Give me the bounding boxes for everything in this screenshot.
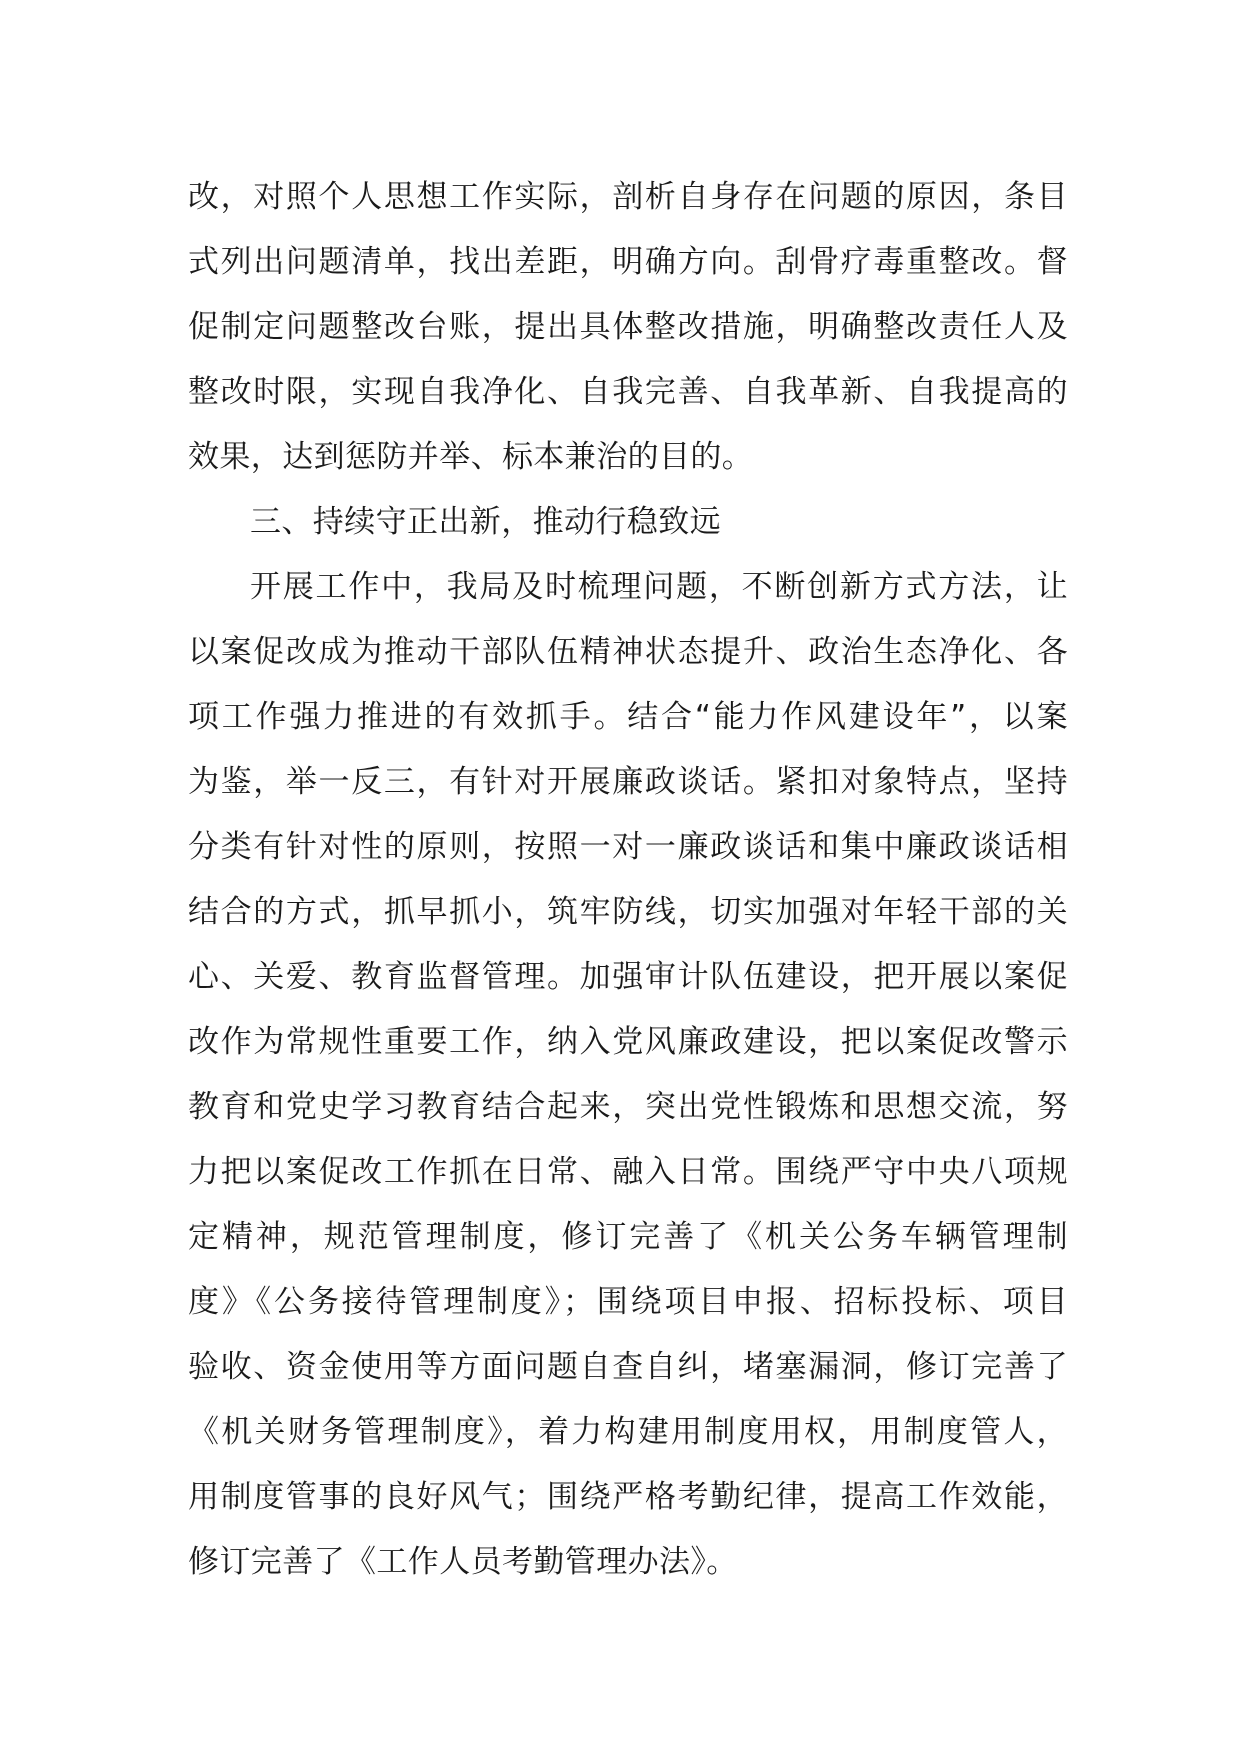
text-line: 教育和党史学习教育结合起来，突出党性锻炼和思想交流，努 (188, 1089, 1068, 1125)
text-line: 力把以案促改工作抓在日常、融入日常。围绕严守中央八项规 (188, 1154, 1068, 1190)
text-line: 促制定问题整改台账，提出具体整改措施，明确整改责任人及 (188, 309, 1068, 345)
text-line: 修订完善了《工作人员考勤管理办法》。 (188, 1544, 738, 1580)
text-line: 分类有针对性的原则，按照一对一廉政谈话和集中廉政谈话相 (188, 829, 1068, 865)
text-line: 效果，达到惩防并举、标本兼治的目的。 (188, 439, 754, 475)
section-heading: 三、持续守正出新，推动行稳致远 (250, 504, 721, 540)
text-line: 结合的方式，抓早抓小，筑牢防线，切实加强对年轻干部的关 (188, 894, 1068, 930)
text-line: 定精神，规范管理制度，修订完善了《机关公务车辆管理制 (188, 1219, 1068, 1255)
text-line: 以案促改成为推动干部队伍精神状态提升、政治生态净化、各 (188, 634, 1068, 670)
text-line: 度》《公务接待管理制度》；围绕项目申报、招标投标、项目 (188, 1284, 1068, 1320)
text-line: 项工作强力推进的有效抓手。结合“能力作风建设年”，以案 (188, 699, 1068, 735)
text-line: 《机关财务管理制度》，着力构建用制度用权，用制度管人， (188, 1414, 1068, 1450)
text-line: 改，对照个人思想工作实际，剖析自身存在问题的原因，条目 (188, 179, 1068, 215)
text-line: 验收、资金使用等方面问题自查自纠，堵塞漏洞，修订完善了 (188, 1349, 1068, 1385)
text-line: 式列出问题清单，找出差距，明确方向。刮骨疗毒重整改。督 (188, 244, 1068, 280)
text-line: 改作为常规性重要工作，纳入党风廉政建设，把以案促改警示 (188, 1024, 1068, 1060)
text-line: 整改时限，实现自我净化、自我完善、自我革新、自我提高的 (188, 374, 1068, 410)
text-line: 心、关爱、教育监督管理。加强审计队伍建设，把开展以案促 (188, 959, 1068, 995)
text-line: 用制度管事的良好风气；围绕严格考勤纪律，提高工作效能， (188, 1479, 1068, 1515)
body-text (188, 165, 1068, 1595)
text-line: 为鉴，举一反三，有针对开展廉政谈话。紧扣对象特点，坚持 (188, 764, 1068, 800)
text-line: 开展工作中，我局及时梳理问题，不断创新方式方法，让 (250, 569, 1068, 605)
